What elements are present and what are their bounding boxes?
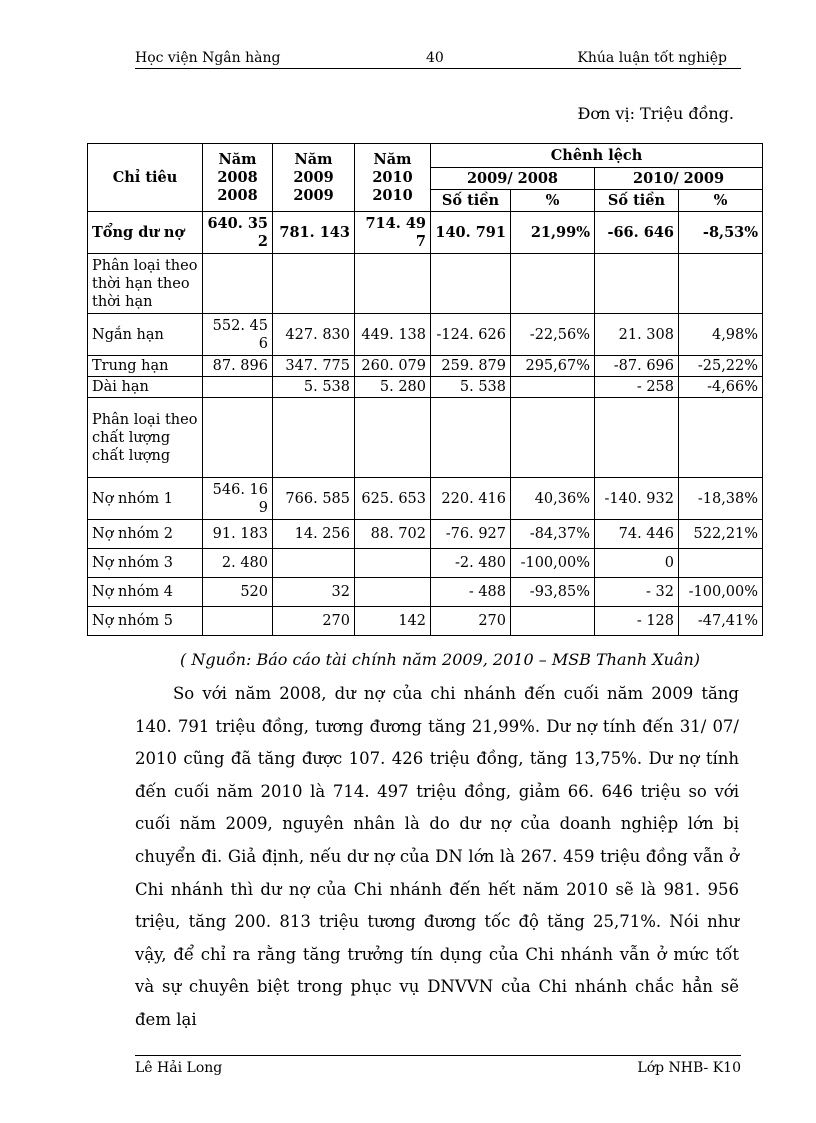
col-header-2008: Năm 2008 2008 xyxy=(203,144,273,212)
header-thesis: Khúa luận tốt nghiệp xyxy=(577,50,727,66)
cell-diff-2: -140. 932 xyxy=(595,478,679,520)
cell-2008: 87. 896 xyxy=(203,356,273,377)
cell-pct-2: -47,41% xyxy=(679,607,763,636)
table-row xyxy=(88,607,763,636)
cell-pct-1 xyxy=(511,254,595,314)
cell-pct-1: 40,36% xyxy=(511,478,595,520)
col-header-pct-2: % xyxy=(679,190,763,212)
cell-2010 xyxy=(355,578,431,607)
col-header-period2: 2010/ 2009 xyxy=(595,168,763,190)
cell-pct-1: -93,85% xyxy=(511,578,595,607)
table-row xyxy=(88,520,763,549)
cell-2010: 625. 653 xyxy=(355,478,431,520)
cell-2009: 347. 775 xyxy=(273,356,355,377)
table-row xyxy=(88,254,763,314)
cell-2009: 766. 585 xyxy=(273,478,355,520)
col-header-chitieu: Chỉ tiêu xyxy=(88,144,203,212)
cell-2008: 91. 183 xyxy=(203,520,273,549)
cell-diff-2 xyxy=(595,398,679,478)
table-row xyxy=(88,212,763,254)
cell-2008: 2. 480 xyxy=(203,549,273,578)
cell-pct-2 xyxy=(679,549,763,578)
table-row xyxy=(88,578,763,607)
cell-2008 xyxy=(203,254,273,314)
cell-2009: 14. 256 xyxy=(273,520,355,549)
col-header-chenhlech: Chênh lệch xyxy=(431,144,763,168)
cell-2009: 781. 143 xyxy=(273,212,355,254)
row-label: Nợ nhóm 4 xyxy=(88,578,203,607)
header-school: Học viện Ngân hàng xyxy=(135,50,281,66)
cell-diff-1: -76. 927 xyxy=(431,520,511,549)
cell-diff-1: 259. 879 xyxy=(431,356,511,377)
cell-diff-1: - 488 xyxy=(431,578,511,607)
cell-pct-1: -100,00% xyxy=(511,549,595,578)
row-label: Nợ nhóm 1 xyxy=(88,478,203,520)
cell-pct-1: 21,99% xyxy=(511,212,595,254)
row-label: Nợ nhóm 3 xyxy=(88,549,203,578)
col-header-pct-1: % xyxy=(511,190,595,212)
cell-diff-1: 270 xyxy=(431,607,511,636)
cell-pct-1 xyxy=(511,377,595,398)
cell-diff-1: -2. 480 xyxy=(431,549,511,578)
cell-pct-2: -8,53% xyxy=(679,212,763,254)
table-row xyxy=(88,398,763,478)
row-label: Trung hạn xyxy=(88,356,203,377)
table-row xyxy=(88,377,763,398)
cell-diff-2: 0 xyxy=(595,549,679,578)
row-label: Phân loại theo thời hạn theo thời hạn xyxy=(88,254,203,314)
table-row xyxy=(88,549,763,578)
cell-pct-2 xyxy=(679,254,763,314)
cell-pct-1: -22,56% xyxy=(511,314,595,356)
cell-diff-2 xyxy=(595,254,679,314)
cell-pct-2: -100,00% xyxy=(679,578,763,607)
cell-2008: 552. 456 xyxy=(203,314,273,356)
footer-class: Lớp NHB- K10 xyxy=(637,1060,741,1076)
cell-diff-2: - 258 xyxy=(595,377,679,398)
page-header xyxy=(135,48,741,69)
col-header-period1: 2009/ 2008 xyxy=(431,168,595,190)
cell-diff-2: -87. 696 xyxy=(595,356,679,377)
footer-author: Lê Hải Long xyxy=(135,1060,223,1076)
col-header-2010: Năm 2010 2010 xyxy=(355,144,431,212)
table-row xyxy=(88,314,763,356)
cell-pct-2: -4,66% xyxy=(679,377,763,398)
cell-pct-1 xyxy=(511,607,595,636)
cell-2009: 270 xyxy=(273,607,355,636)
row-label: Nợ nhóm 2 xyxy=(88,520,203,549)
cell-2008: 546. 169 xyxy=(203,478,273,520)
cell-2010: 142 xyxy=(355,607,431,636)
cell-diff-2: - 32 xyxy=(595,578,679,607)
cell-2009: 427. 830 xyxy=(273,314,355,356)
cell-diff-2: -66. 646 xyxy=(595,212,679,254)
cell-pct-1 xyxy=(511,398,595,478)
page-footer xyxy=(135,1055,741,1076)
cell-diff-1: 220. 416 xyxy=(431,478,511,520)
page-number: 40 xyxy=(426,50,444,66)
table-row xyxy=(88,478,763,520)
cell-pct-2: 522,21% xyxy=(679,520,763,549)
table-row xyxy=(88,356,763,377)
cell-2008 xyxy=(203,377,273,398)
cell-2009: 5. 538 xyxy=(273,377,355,398)
cell-2008: 520 xyxy=(203,578,273,607)
row-label: Dài hạn xyxy=(88,377,203,398)
cell-pct-1: 295,67% xyxy=(511,356,595,377)
cell-2008 xyxy=(203,398,273,478)
body-paragraph xyxy=(135,678,739,1037)
cell-diff-1 xyxy=(431,398,511,478)
cell-2010: 449. 138 xyxy=(355,314,431,356)
cell-diff-1 xyxy=(431,254,511,314)
cell-pct-2: 4,98% xyxy=(679,314,763,356)
cell-2009: 32 xyxy=(273,578,355,607)
col-header-2009: Năm 2009 2009 xyxy=(273,144,355,212)
cell-2010: 714. 497 xyxy=(355,212,431,254)
cell-pct-1: -84,37% xyxy=(511,520,595,549)
cell-2010: 5. 280 xyxy=(355,377,431,398)
cell-pct-2 xyxy=(679,398,763,478)
cell-pct-2: -18,38% xyxy=(679,478,763,520)
cell-2008 xyxy=(203,607,273,636)
cell-2008: 640. 352 xyxy=(203,212,273,254)
unit-label: Đơn vị: Triệu đồng. xyxy=(577,104,734,123)
cell-diff-2: 74. 446 xyxy=(595,520,679,549)
row-label: Phân loại theo chất lượng chất lượng xyxy=(88,398,203,478)
cell-diff-2: - 128 xyxy=(595,607,679,636)
cell-diff-1: -124. 626 xyxy=(431,314,511,356)
cell-diff-2: 21. 308 xyxy=(595,314,679,356)
cell-2009 xyxy=(273,549,355,578)
row-label: Ngắn hạn xyxy=(88,314,203,356)
row-label: Nợ nhóm 5 xyxy=(88,607,203,636)
cell-2010 xyxy=(355,549,431,578)
cell-2010: 260. 079 xyxy=(355,356,431,377)
cell-2010 xyxy=(355,254,431,314)
row-label: Tổng dư nợ xyxy=(88,212,203,254)
loan-table xyxy=(87,143,763,636)
source-note: ( Nguồn: Báo cáo tài chính năm 2009, 2010 – MSB Thanh Xuân) xyxy=(180,650,700,669)
cell-2010 xyxy=(355,398,431,478)
cell-pct-2: -25,22% xyxy=(679,356,763,377)
col-header-sotien-2: Số tiền xyxy=(595,190,679,212)
cell-2009 xyxy=(273,398,355,478)
cell-diff-1: 5. 538 xyxy=(431,377,511,398)
cell-2009 xyxy=(273,254,355,314)
cell-diff-1: 140. 791 xyxy=(431,212,511,254)
cell-2010: 88. 702 xyxy=(355,520,431,549)
col-header-sotien-1: Số tiền xyxy=(431,190,511,212)
paragraph-text: So với năm 2008, dư nợ của chi nhánh đến cuối năm 2009 tăng 140. 791 triệu đồng, tương đương tăng 21,99%. Dư nợ tính đến 31/ 07/ 2010 cũng đã tăng được 107. 426 triệu đồng, tăng 13,75%. Dư nợ tính đến cuối năm 2010 là 714. 497 triệu đồng, giảm 66. 646 triệu so với cuối năm 2009, nguyên nhân là do dư nợ của doanh nghiệp lớn bị chuyển đi. Giả định, nếu dư nợ của DN lớn là 267. 459 triệu đồng vẫn ở Chi nhánh thì dư nợ của Chi nhánh đến hết năm 2010 sẽ là 981. 956 triệu, tăng 200. 813 triệu tương đương tốc độ tăng 25,71%. Nói như vậy, để chỉ ra rằng tăng trưởng tín dụng của Chi nhánh vẫn ở mức tốt và sự chuyên biệt trong phục vụ DNVVN của Chi nhánh chắc hẳn sẽ đem lại xyxy=(135,684,739,1029)
